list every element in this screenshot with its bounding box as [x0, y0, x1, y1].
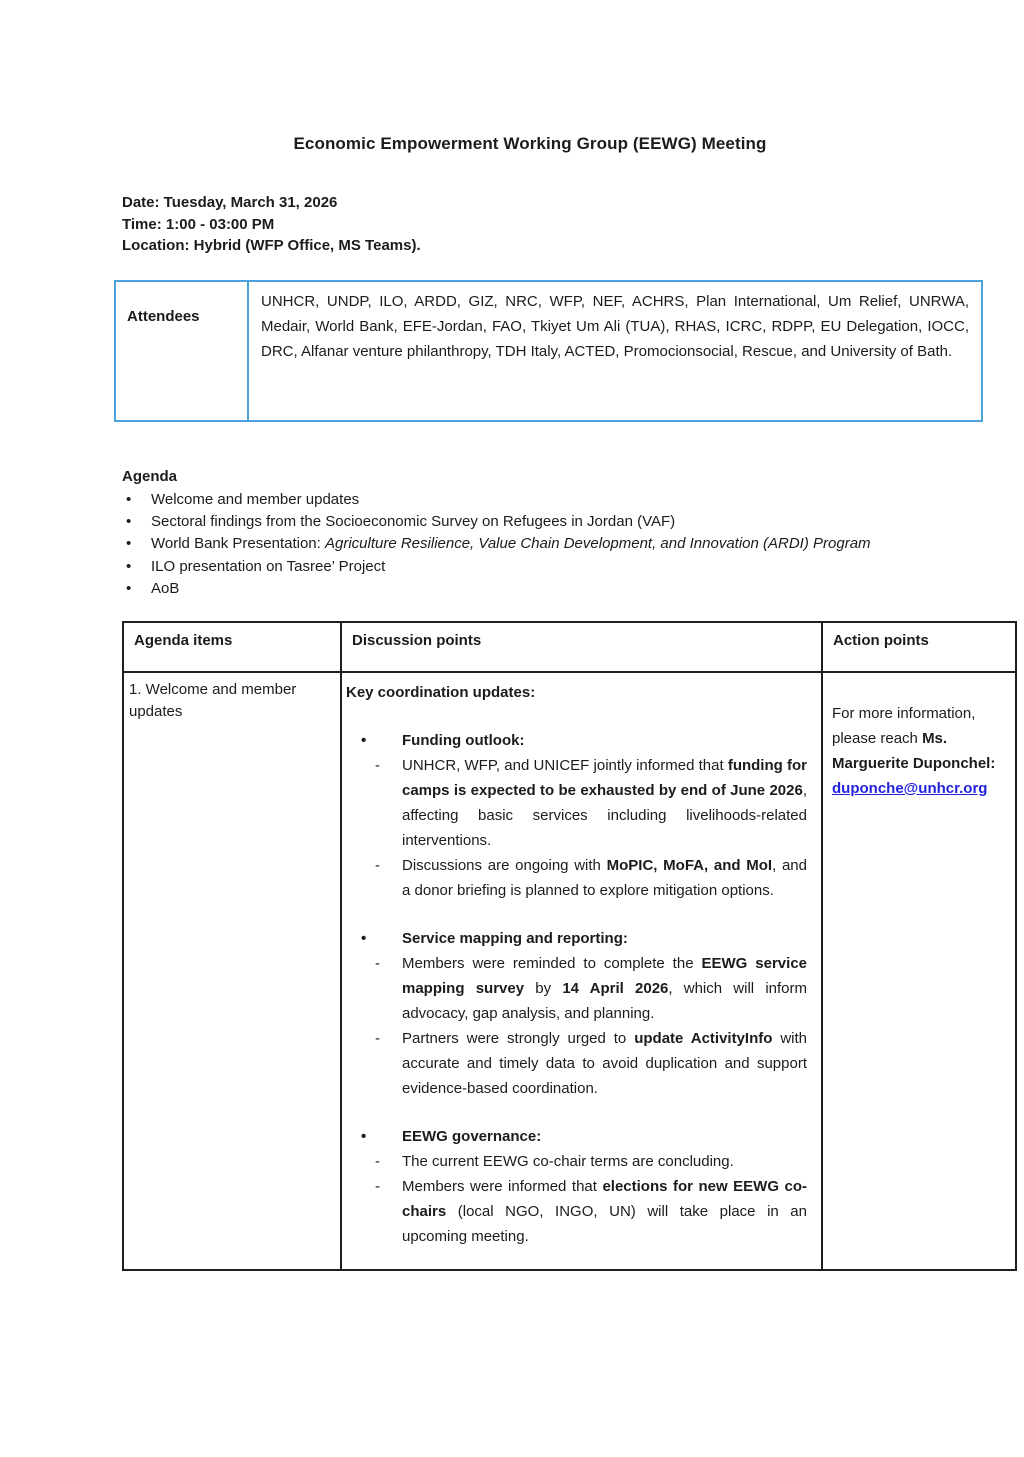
text-run: For more information, please reach: [832, 704, 976, 747]
minutes-table: [122, 621, 1017, 1271]
header-action-points: Action points: [822, 622, 1016, 672]
text-run: MoPIC, MoFA, and MoI: [606, 856, 773, 874]
dash-icon: -: [375, 1029, 380, 1047]
text-run: Welcome and member updates: [151, 490, 360, 508]
email-link[interactable]: duponche@unhcr.org: [832, 779, 988, 797]
attendees-label: Attendees: [116, 282, 249, 420]
text-run: The current EEWG co-chair terms are concluding.: [402, 1152, 734, 1170]
text-run: Ms. Marguerite Duponchel:: [832, 729, 996, 772]
discussion-point-text: [402, 757, 807, 849]
text-run: World Bank Presentation:: [151, 535, 325, 553]
discussion-section: [346, 926, 811, 1101]
discussion-point-text: [402, 955, 807, 1022]
attendees-list: UNHCR, UNDP, ILO, ARDD, GIZ, NRC, WFP, NEF, ACHRS, Plan International, Um Relief, UNRWA, Medair, World Bank, EFE-Jordan, FAO, Tkiyet Um Ali (TUA), RHAS, ICRC, RDPP, EU Delegation, IOCC, DRC, Alfanar venture philanthropy, TDH Italy, ACTED, Promocionsocial, Rescue, and University of Bath.: [261, 292, 969, 360]
text-run: ILO presentation on Tasree’ Project: [151, 557, 386, 575]
text-run: (local NGO, INGO, UN) will take place in an upcoming meeting.: [402, 1202, 807, 1245]
discussion-point: [346, 951, 811, 1026]
text-run: by: [524, 979, 563, 997]
agenda-item: [122, 556, 988, 578]
text-run: funding for camps is expected to be exhausted by end of June 2026: [402, 756, 807, 799]
bullet-icon: •: [126, 557, 132, 575]
agenda-item-cell: 1. Welcome and member updates: [123, 672, 341, 1270]
text-run: Discussions are ongoing with: [402, 856, 607, 874]
bullet-icon: •: [126, 535, 132, 553]
bullet-heading-label: Service mapping and reporting:: [402, 929, 628, 947]
text-run: , and a donor briefing is planned to explore mitigation options.: [402, 856, 807, 899]
page-title: Economic Empowerment Working Group (EEWG) Meeting: [293, 134, 767, 153]
attendees-table: [114, 280, 983, 422]
discussion-section: [346, 1124, 811, 1249]
text-run: Sectoral findings from the Socioeconomic Survey on Refugees in Jordan (VAF): [151, 512, 676, 530]
text-run: UNHCR, WFP, and UNICEF jointly informed that: [402, 756, 728, 774]
header-agenda-items: Agenda items: [123, 622, 341, 672]
dash-icon: -: [375, 1152, 380, 1170]
bullet-icon: •: [361, 929, 367, 947]
header-discussion-points: Discussion points: [341, 622, 822, 672]
agenda-heading: Agenda: [122, 467, 178, 485]
discussion-point: [346, 853, 811, 903]
agenda-item: [122, 511, 988, 533]
agenda-item: [122, 533, 988, 555]
discussion-sections: [346, 728, 811, 1249]
dash-icon: -: [375, 1177, 380, 1195]
discussion-point-text: [402, 1030, 807, 1097]
discussion-point-text: [402, 857, 807, 899]
text-run: 14 April 2026: [562, 979, 669, 997]
action-text: [832, 705, 995, 772]
text-run: , affecting basic services including livelihoods-related interventions.: [402, 781, 807, 849]
bullet-icon: •: [361, 731, 367, 749]
text-run: Members were informed that: [402, 1177, 603, 1195]
minutes-body-row: [123, 672, 1016, 1270]
discussion-point: [346, 753, 811, 853]
text-run: EEWG service mapping survey: [402, 954, 808, 997]
text-run: , which will inform advocacy, gap analysis, and planning.: [402, 979, 808, 1022]
agenda-item: [122, 489, 988, 511]
discussion-cell: [341, 672, 822, 1270]
discussion-point: [346, 1026, 811, 1101]
minutes-header-row: [123, 622, 1016, 672]
text-run: AoB: [151, 580, 180, 598]
text-run: with accurate and timely data to avoid duplication and support evidence-based coordination.: [402, 1029, 808, 1097]
bullet-icon: •: [126, 580, 132, 598]
meeting-time: Time: 1:00 - 03:00 PM: [122, 215, 275, 233]
text-run: Members were reminded to complete the: [402, 954, 702, 972]
bullet-icon: •: [126, 512, 132, 530]
meeting-date: Date: Tuesday, March 31, 2026: [122, 194, 338, 211]
discussion-bullet-heading: [346, 926, 811, 951]
agenda-list: [122, 489, 988, 601]
dash-icon: -: [375, 856, 380, 874]
action-cell: [822, 672, 1016, 1270]
bullet-heading-label: EEWG governance:: [402, 1127, 542, 1145]
dash-icon: -: [375, 954, 380, 972]
text-run: update ActivityInfo: [634, 1029, 773, 1047]
discussion-point-text: [402, 1178, 807, 1245]
text-run: elections for new EEWG co-chairs: [402, 1177, 807, 1220]
meeting-meta: [122, 192, 982, 257]
discussion-bullet-heading: [346, 728, 811, 753]
text-run: Partners were strongly urged to: [402, 1029, 635, 1047]
discussion-point: [346, 1174, 811, 1249]
discussion-heading: Key coordination updates:: [346, 683, 536, 701]
agenda-item: [122, 578, 988, 600]
discussion-point-text: [402, 1153, 734, 1170]
bullet-icon: •: [361, 1127, 367, 1145]
discussion-section: [346, 728, 811, 903]
discussion-point: [346, 1149, 811, 1174]
meeting-location: Location: Hybrid (WFP Office, MS Teams).: [122, 237, 421, 254]
dash-icon: -: [375, 756, 380, 774]
text-run: Agriculture Resilience, Value Chain Development, and Innovation (ARDI) Program: [324, 535, 871, 553]
bullet-heading-label: Funding outlook:: [402, 731, 525, 749]
bullet-icon: •: [126, 490, 132, 508]
discussion-bullet-heading: [346, 1124, 811, 1149]
